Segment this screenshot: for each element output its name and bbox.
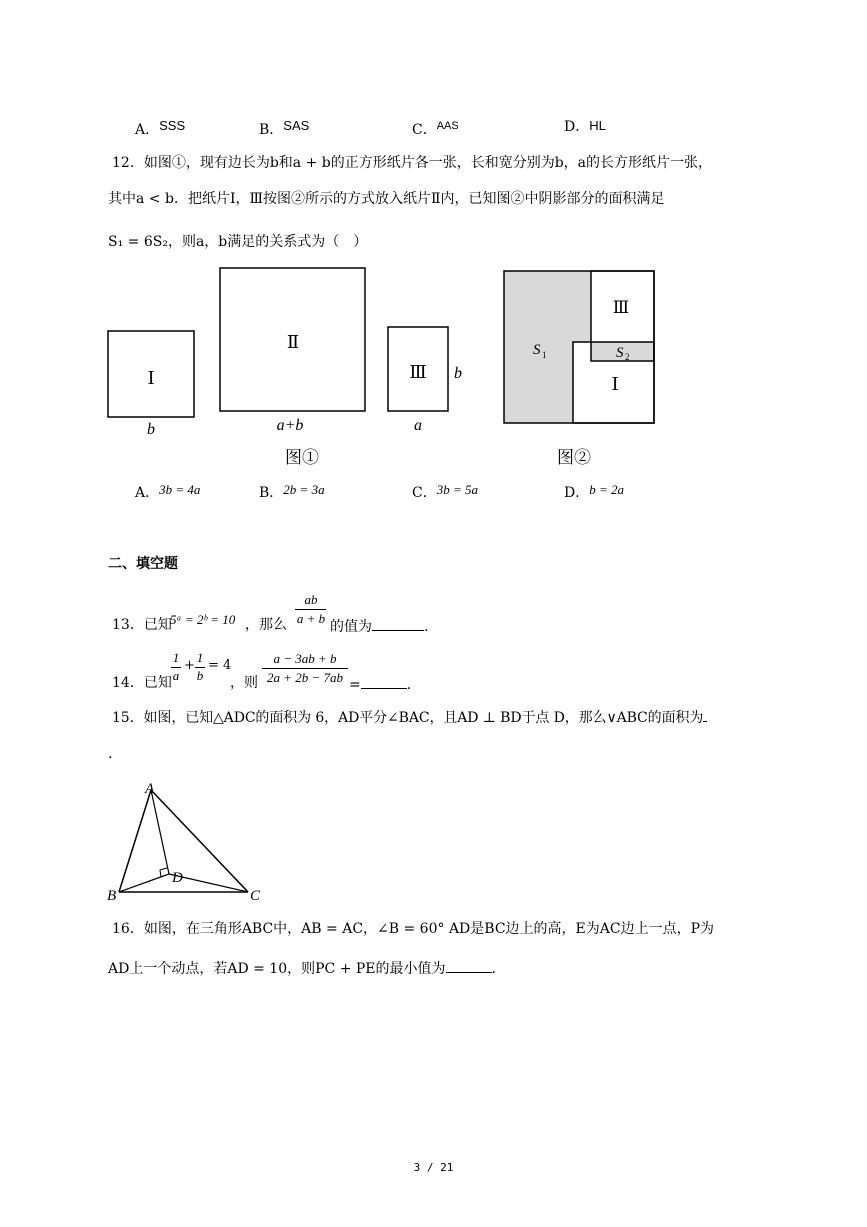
q16-line-2 xyxy=(108,958,496,978)
figure-1-caption: 图① xyxy=(285,448,319,467)
label-s2: S xyxy=(616,345,624,361)
vertex-c: C xyxy=(250,888,261,903)
option-letter: A． xyxy=(135,485,160,501)
q11-option-b xyxy=(259,117,309,139)
option-text: 3b = 5a xyxy=(436,482,478,497)
q12-figure-1 xyxy=(100,260,480,475)
q14-frac-den: 2a + 2b − 7ab xyxy=(266,670,344,685)
option-letter: D． xyxy=(564,485,590,501)
segment-bd xyxy=(119,874,169,892)
option-text: SSS xyxy=(159,118,186,133)
q14-end: . xyxy=(406,677,412,693)
shaded-s1 xyxy=(504,271,591,423)
q13-end: . xyxy=(424,619,429,635)
q13-frac-num: ab xyxy=(304,592,318,607)
q13-answer-blank[interactable] xyxy=(372,616,424,631)
q11-option-a xyxy=(135,117,185,139)
q12-line-1: 12．如图①，现有边长为b和a + b的正方形纸片各一张，长和宽分别为b，a的长方形纸片一张， xyxy=(112,155,713,171)
q12-line-3: S₁ = 6S₂，则a，b满足的关系式为（ ） xyxy=(108,234,368,250)
option-text: 2b = 3a xyxy=(283,482,325,497)
q13-frac-bar xyxy=(295,609,326,610)
q16-text: AD上一个动点，若AD = 10，则PC + PE的最小值为 xyxy=(108,961,446,977)
option-text: b = 2a xyxy=(589,482,625,497)
q16-line-1: 16．如图，在三角形ABC中，AB = AC，∠B = 60° AD是BC边上的高，E为AC边上一点，P为 xyxy=(112,921,715,937)
q15-answer-blank[interactable] xyxy=(703,707,707,722)
q14-suffix xyxy=(349,674,411,694)
vertex-a: A xyxy=(145,781,155,797)
q15-line-2: . xyxy=(108,746,113,762)
label-iii: Ⅲ xyxy=(612,298,630,317)
q16-answer-blank[interactable] xyxy=(446,958,492,973)
q15-text: 15．如图，已知△ADC的面积为 6，AD平分∠BAC，且AD ⊥ BD于点 D，那么∨ABC的面积为 xyxy=(112,710,704,726)
q14-f2-den: b xyxy=(196,668,204,683)
label-s2-sub: 2 xyxy=(625,352,630,362)
option-text: SAS xyxy=(283,118,310,133)
q12-figure-2 xyxy=(495,262,665,472)
square-i-label: Ⅰ xyxy=(147,368,155,388)
q14-eq4: = 4 xyxy=(208,658,232,673)
vertex-d: D xyxy=(172,870,183,886)
option-letter: C． xyxy=(412,485,437,501)
q12-option-d xyxy=(564,481,624,502)
q12-option-a xyxy=(135,481,200,502)
rect-iii-width: a xyxy=(414,417,422,434)
q13-condition: 5ᵃ = 2ᵇ = 10 xyxy=(170,612,236,627)
q14-frac-num: a − 3ab + b xyxy=(273,651,337,666)
q14-plus: + xyxy=(184,658,195,673)
q14-prefix: 14．已知 xyxy=(112,675,172,691)
rect-iii-height: b xyxy=(454,365,462,382)
q12-option-b xyxy=(259,481,325,502)
figure-2-caption: 图② xyxy=(557,448,591,467)
vertex-b: B xyxy=(107,888,117,903)
square-i-dim: b xyxy=(147,421,155,438)
q14-f1-num: 1 xyxy=(172,650,180,665)
label-s1-sub: 1 xyxy=(542,350,547,360)
q15-line-1 xyxy=(112,707,707,727)
side-ac xyxy=(151,790,248,892)
square-ii-dim: a+b xyxy=(276,417,304,434)
q13-mid: ，那么 xyxy=(245,617,287,633)
page-number: 3 / 21 xyxy=(413,1161,454,1174)
label-i: Ⅰ xyxy=(611,374,619,394)
label-s1: S xyxy=(533,342,541,358)
q14-mid: ，则 xyxy=(230,675,258,691)
q13-prefix: 13．已知 xyxy=(112,617,172,633)
q15-figure xyxy=(100,778,275,903)
q14-eq: = xyxy=(349,677,361,693)
q12-line-2: 其中a < b．把纸片Ⅰ，Ⅲ按图②所示的方式放入纸片Ⅱ内，已知图②中阴影部分的面积满足 xyxy=(108,191,665,207)
section-heading: 二、填空题 xyxy=(108,556,178,572)
q16-end: . xyxy=(491,961,496,977)
q11-option-d xyxy=(564,117,606,136)
option-letter: C． xyxy=(412,122,437,138)
option-letter: B． xyxy=(259,122,284,138)
option-text: HL xyxy=(589,118,606,133)
option-text: AAS xyxy=(436,120,459,132)
q13-frac-den: a + b xyxy=(296,611,326,626)
q11-option-c xyxy=(412,117,459,139)
option-letter: B． xyxy=(259,485,284,501)
q12-option-c xyxy=(412,481,478,502)
option-text: 3b = 4a xyxy=(159,482,201,497)
square-ii-label: Ⅱ xyxy=(286,332,300,352)
q13-suffix xyxy=(330,616,428,636)
rect-iii-label: Ⅲ xyxy=(409,362,427,382)
option-letter: D． xyxy=(564,119,590,135)
segment-ad xyxy=(151,790,169,874)
q13-suffix-text: 的值为 xyxy=(330,619,372,635)
option-letter: A． xyxy=(135,122,160,138)
q14-answer-blank[interactable] xyxy=(361,674,407,689)
q14-f2-num: 1 xyxy=(196,650,204,665)
side-ab xyxy=(119,790,151,892)
q14-frac-bar xyxy=(262,668,348,669)
q14-f1-den: a xyxy=(172,668,180,683)
